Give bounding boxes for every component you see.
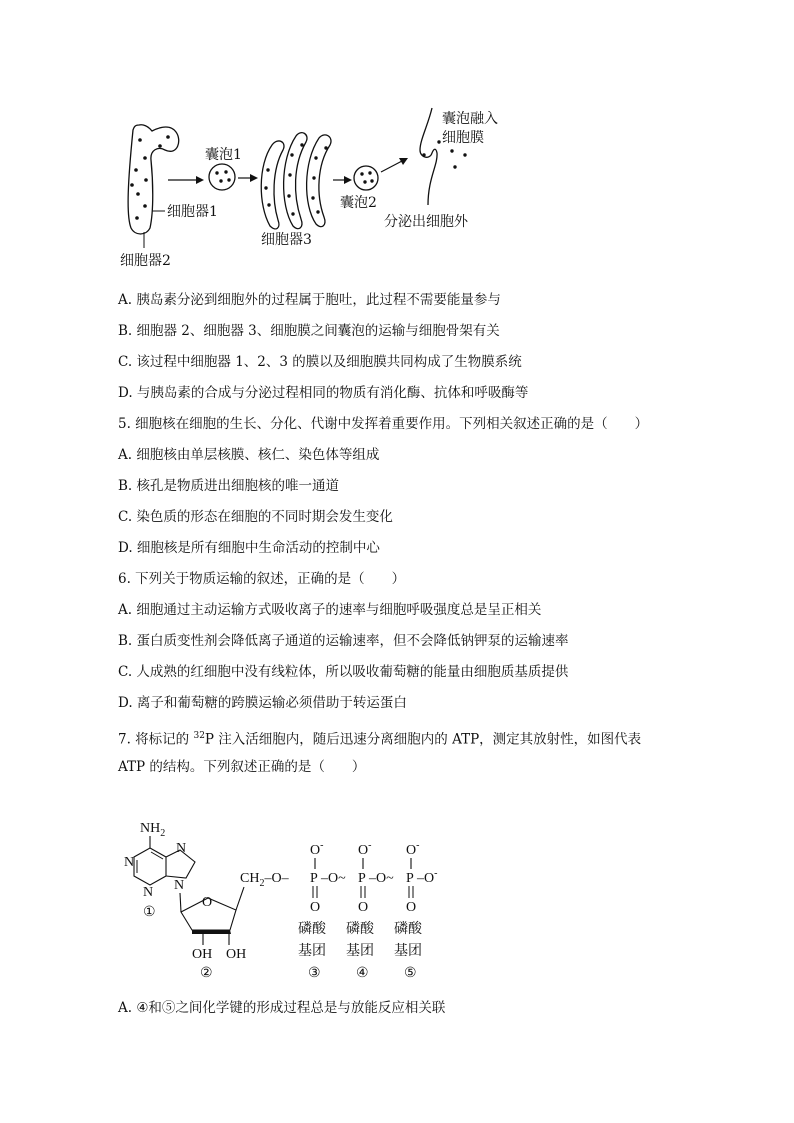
q7-option-a: A. ④和⑤之间化学键的形成过程总是与放能反应相关联 [118, 1000, 446, 1016]
atp-p3-word-1: 磷酸 [394, 921, 422, 937]
label-organelle-1: 细胞器1 [167, 204, 218, 220]
atp-p3-o-bottom: O [406, 900, 417, 915]
organelle-2-dots [130, 135, 170, 220]
atp-p1-num: ③ [308, 966, 321, 981]
q7-isotope-mass: 32 [193, 731, 205, 741]
q4-option-a: A. 胰岛素分泌到细胞外的过程属于胞吐，此过程不需要能量参与 [118, 292, 501, 308]
atp-oh-left: OH [192, 947, 213, 962]
atp-base-num: ① [143, 905, 156, 920]
atp-p2-o-bottom: O [358, 900, 369, 915]
atp-p1-o-top: O- [310, 840, 324, 858]
atp-p1: P [310, 871, 318, 886]
q5-option-b: B. 核孔是物质进出细胞核的唯一通道 [118, 478, 340, 494]
secretion-diagram [0, 0, 794, 290]
atp-p2-num: ④ [356, 966, 369, 981]
label-organelle-2: 细胞器2 [120, 253, 171, 269]
organelle-3-cisterna-2 [284, 133, 307, 229]
arrow-icon [196, 176, 204, 184]
q4-option-d: D. 与胰岛素的合成与分泌过程相同的物质有消化酶、抗体和呼吸酶等 [118, 385, 529, 401]
vesicle-1-shape [209, 164, 235, 190]
q7-stem-line-2: ATP 的结构。下列叙述正确的是（ ） [118, 759, 366, 775]
atp-p3: P [406, 871, 414, 886]
q7-stem-a: 7. 将标记的 [118, 731, 194, 748]
atp-p3-word-2: 基团 [394, 943, 422, 959]
q5-option-d: D. 细胞核是所有细胞中生命活动的控制中心 [118, 540, 380, 556]
atp-p2-word-1: 磷酸 [346, 921, 374, 937]
q4-option-b: B. 细胞器 2、细胞器 3、细胞膜之间囊泡的运输与细胞骨架有关 [118, 323, 500, 339]
atp-n9: N [174, 878, 185, 893]
atp-structure-diagram [0, 780, 794, 990]
atp-p2-word-2: 基团 [346, 943, 374, 959]
adenine-ring-6 [134, 848, 166, 885]
atp-link-1: –O~ [321, 871, 346, 886]
q5-option-a: A. 细胞核由单层核膜、核仁、染色体等组成 [118, 447, 380, 463]
q6-stem: 6. 下列关于物质运输的叙述，正确的是（ ） [118, 571, 406, 587]
atp-sugar-num: ② [200, 966, 213, 981]
atp-p3-num: ⑤ [404, 966, 417, 981]
q6-option-b: B. 蛋白质变性剂会降低离子通道的运输速率，但不会降低钠钾泵的运输速率 [118, 633, 569, 649]
atp-p1-o-bottom: O [310, 900, 321, 915]
vesicle-2-shape [354, 166, 378, 190]
arrow-icon [344, 176, 352, 184]
q4-option-c: C. 该过程中细胞器 1、2、3 的膜以及细胞膜共同构成了生物膜系统 [118, 354, 522, 370]
atp-p3-end: –O- [417, 868, 438, 886]
atp-p3-o-top: O- [406, 840, 420, 858]
atp-ch2: $CH_2-O-$ [240, 871, 289, 889]
arrow-icon [250, 174, 258, 182]
q6-option-d: D. 离子和葡萄糖的跨膜运输必须借助于转运蛋白 [118, 695, 407, 711]
label-organelle-3: 细胞器3 [261, 232, 312, 248]
label-vesicle-2: 囊泡2 [340, 195, 377, 211]
atp-oh-right: OH [226, 947, 247, 962]
atp-n7: N [176, 841, 187, 856]
atp-p2-o-top: O- [358, 840, 372, 858]
atp-p1-word-2: 基团 [298, 943, 326, 959]
atp-n3: N [143, 885, 154, 900]
cell-membrane [420, 108, 437, 205]
q6-option-a: A. 细胞通过主动运输方式吸收离子的速率与细胞呼吸强度总是呈正相关 [118, 602, 542, 618]
q6-option-c: C. 人成熟的红细胞中没有线粒体，所以吸收葡萄糖的能量由细胞质基质提供 [118, 664, 569, 680]
atp-p1-word-1: 磷酸 [298, 921, 326, 937]
q7-stem-b: P 注入活细胞内，随后迅速分离细胞内的 ATP，测定其放射性，如图代表 [204, 731, 642, 748]
label-secrete: 分泌出细胞外 [384, 214, 468, 230]
atp-ring-o: O [202, 895, 213, 910]
label-fuse-line-2: 细胞膜 [442, 130, 484, 146]
label-fuse-line-1: 囊泡融入 [442, 111, 498, 127]
q5-option-c: C. 染色质的形态在细胞的不同时期会发生变化 [118, 509, 393, 525]
atp-link-2: –O~ [369, 871, 394, 886]
q5-stem: 5. 细胞核在细胞的生长、分化、代谢中发挥着重要作用。下列相关叙述正确的是（ ） [118, 416, 649, 432]
label-vesicle-1: 囊泡1 [205, 147, 242, 163]
atp-nh2: $NH_2$ [140, 821, 166, 839]
q7-stem-line-1 [118, 726, 641, 750]
atp-n1: N [124, 855, 135, 870]
atp-p2: P [358, 871, 366, 886]
organelle-3-cisterna-1 [261, 141, 284, 229]
